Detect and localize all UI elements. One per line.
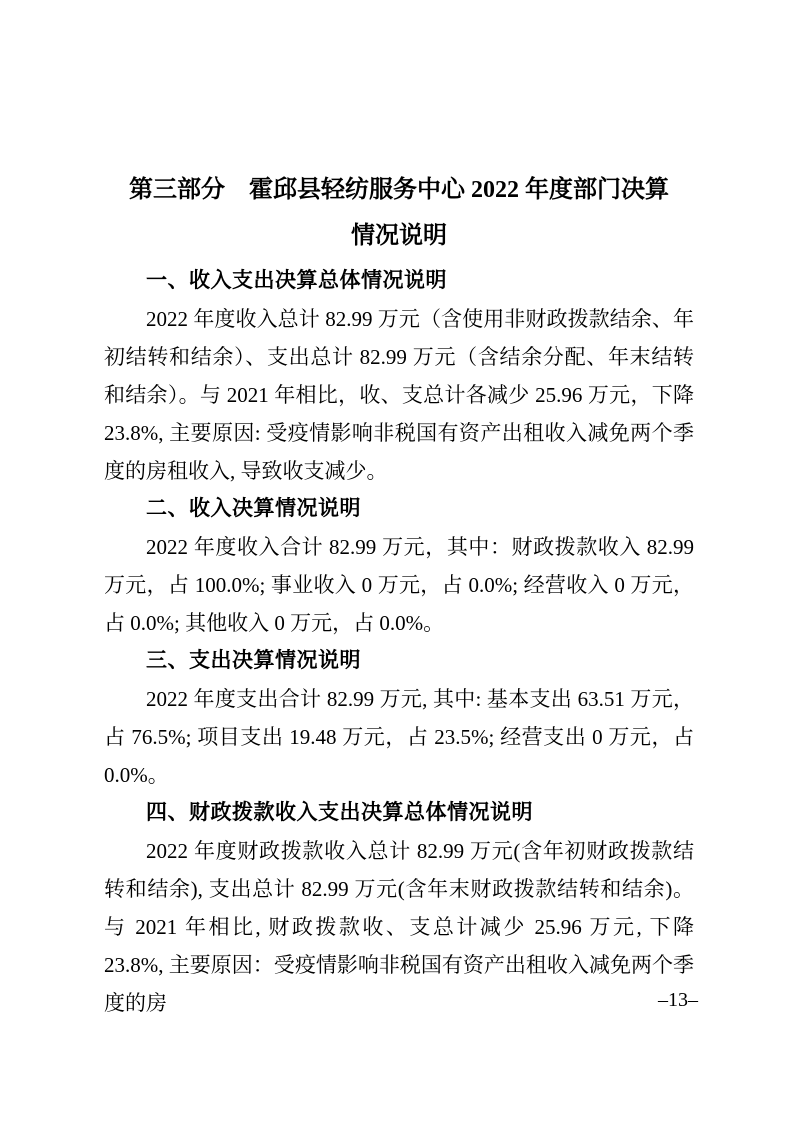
section-heading-3: 三、支出决算情况说明 (146, 649, 361, 672)
section-income-expenditure-overview (104, 262, 694, 490)
document-title-line2: 情况说明 (351, 223, 447, 249)
section-heading-1: 一、收入支出决算总体情况说明 (146, 269, 447, 292)
section-expenditure-detail (104, 642, 694, 794)
section-income-detail (104, 490, 694, 642)
section-paragraph: 2022 年度支出合计 82.99 万元, 其中: 基本支出 63.51 万元，占 76.5%; 项目支出 19.48 万元，占 23.5%; 经营支出 0 万元，占 0.0%。 (104, 687, 694, 787)
page-content (104, 170, 694, 1022)
section-paragraph: 2022 年度财政拨款收入总计 82.99 万元(含年初财政拨款结转和结余), 支出总计 82.99 万元(含年末财政拨款结转和结余)。与 2021 年相比, 财政拨款收、支总计减少 25.96 万元, 下降 23.8%, 主要原因：受疫情影响非税国有资产出租收入减免两个季度的房 (104, 839, 694, 1015)
document-title (104, 170, 694, 256)
section-paragraph: 2022 年度收入合计 82.99 万元，其中：财政拨款收入 82.99 万元，占 100.0%; 事业收入 0 万元，占 0.0%; 经营收入 0 万元，占 0.0%; 其他收入 0 万元，占 0.0%。 (104, 535, 694, 635)
section-fiscal-appropriation-overview (104, 794, 694, 1022)
page-number: –13– (658, 989, 698, 1011)
section-paragraph: 2022 年度收入总计 82.99 万元（含使用非财政拨款结余、年初结转和结余）、支出总计 82.99 万元（含结余分配、年末结转和结余）。与 2021 年相比，收、支总计各减少 25.96 万元，下降 23.8%, 主要原因: 受疫情影响非税国有资产出租收入减免两个季度的房租收入, 导致收支减少。 (104, 307, 694, 483)
section-heading-2: 二、收入决算情况说明 (146, 497, 361, 520)
section-heading-4: 四、财政拨款收入支出决算总体情况说明 (146, 801, 533, 824)
document-title-line1: 第三部分 霍邱县轻纺服务中心 2022 年度部门决算 (129, 177, 669, 203)
